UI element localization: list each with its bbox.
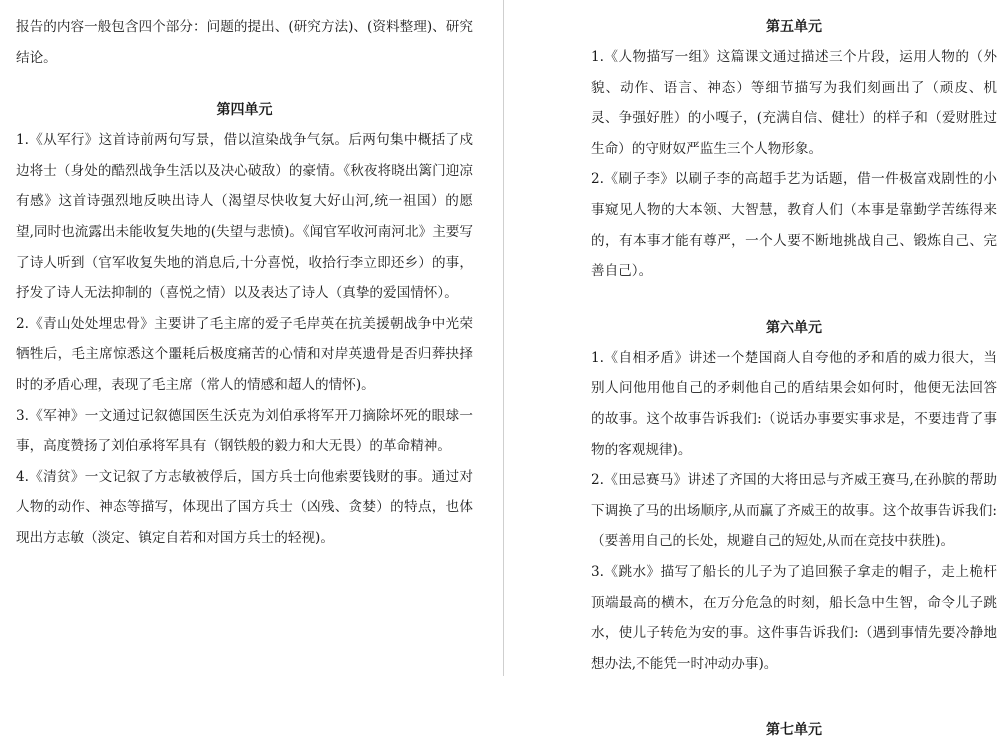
unit7-heading: 第七单元 <box>766 722 822 739</box>
intro-paragraph: 报告的内容一般包含四个部分：问题的提出、(研究方法)、(资料整理)、研究结论。 <box>16 19 473 66</box>
page-divider <box>503 0 504 676</box>
right-page <box>505 0 1007 739</box>
unit5-heading: 第五单元 <box>766 19 822 35</box>
spacer <box>591 679 997 715</box>
unit4-heading: 第四单元 <box>216 102 273 119</box>
unit4-item-4: 4.《清贫》一文记叙了方志敏被俘后，国方兵士向他索要钱财的事。通过对人物的动作、神态等描写，体现出了国方兵士（凶残、贪婪）的特点，也体现出方志敏（淡定、镇定自若和对国方兵士的轻视)。 <box>16 468 473 546</box>
unit6-item-1: 1.《自相矛盾》讲述一个楚国商人自夸他的矛和盾的威力很大，当别人问他用他自己的矛刺他自己的盾结果会如何时，他便无法回答的故事。这个故事告诉我们:（说话办事要实事求是，不要违背了事物的客观规律)。 <box>591 349 997 458</box>
unit5-item-2: 2.《刷子李》以刷子李的高超手艺为话题，借一件极富戏剧性的小事窥见人物的大本领、大智慧，教育人们（本事是靠勤学苦练得来的，有本事才能有尊严，一个人要不断地挑战自己、锻炼自己、完善自己）。 <box>591 171 997 280</box>
spacer <box>591 287 997 313</box>
unit5-item-1: 1.《人物描写一组》这篇课文通过描述三个片段，运用人物的（外貌、动作、语言、神态）等细节描写为我们刻画出了（顽皮、机灵、争强好胜）的小嘎子，(充满自信、健壮）的样子和（爱财胜过生命）的守财奴严监生三个人物形象。 <box>591 49 997 157</box>
spacer <box>16 73 473 95</box>
unit4-item-3: 3.《军神》一文通过记叙德国医生沃克为刘伯承将军开刀摘除坏死的眼球一事，高度赞扬了刘伯承将军具有（钢铁般的毅力和大无畏）的革命精神。 <box>16 407 473 455</box>
unit4-item-2: 2.《青山处处埋忠骨》主要讲了毛主席的爱子毛岸英在抗美援朝战争中光荣牺牲后，毛主席惊悉这个噩耗后极度痛苦的心情和对岸英遗骨是否归葬抉择时的矛盾心理，表现了毛主席（常人的情感和超人的情怀)。 <box>16 315 473 393</box>
unit6-item-3: 3.《跳水》描写了船长的儿子为了追回猴子拿走的帽子，走上桅杆顶端最高的横木，在万分危急的时刻，船长急中生智，命令儿子跳水，使儿子转危为安的事。这件事告诉我们:（遇到事情先要冷静地想办法,不能凭一时冲动办事)。 <box>591 563 997 672</box>
unit6-item-2: 2.《田忌赛马》讲述了齐国的大将田忌与齐威王赛马,在孙膑的帮助下调换了马的出场顺序,从而赢了齐威王的故事。这个故事告诉我们:（要善用自己的长处，规避自己的短处,从而在竞技中获胜)。 <box>591 472 997 550</box>
unit4-item-1: 1.《从军行》这首诗前两句写景，借以渲染战争气氛。后两句集中概括了戍边将士（身处的酷烈战争生活以及决心破敌）的豪情。《秋夜将晓出篱门迎凉有感》这首诗强烈地反映出诗人（渴望尽快收复大好山河,统一祖国）的愿望,同时也流露出未能收复失地的(失望与悲愤)。《闻官军收河南河北》主要写了诗人听到（官军收复失地的消息后,十分喜悦，收拾行李立即还乡）的事，抒发了诗人无法抑制的（喜悦之情）以及表达了诗人（真挚的爱国情怀）。 <box>16 132 473 302</box>
unit6-heading: 第六单元 <box>766 319 822 336</box>
left-page <box>0 0 503 676</box>
